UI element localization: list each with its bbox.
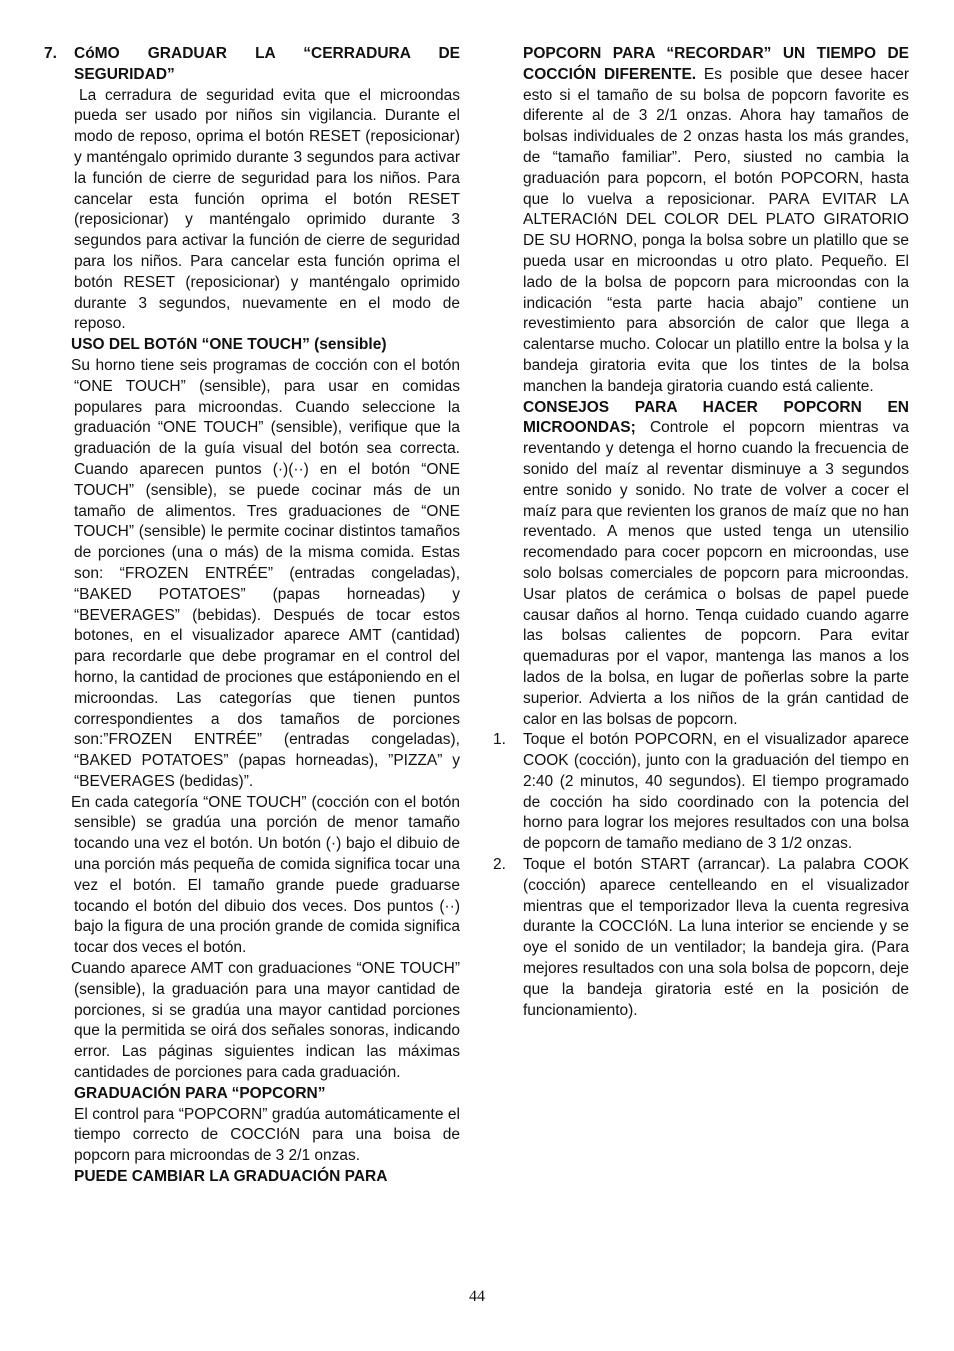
- step-item: [493, 730, 909, 855]
- safety-lock-paragraph: La cerradura de seguridad evita que el microondas pueda ser usado por niños sin vigilancia. Durante el modo de reposo, oprima el botón RESET (reposicionar) y manténgalo oprimido durante 3 segundos para activar la función de cierre de seguridad para los niños. Para cancelar esta función oprima el botón RESET (reposicionar) y manténgalo oprimido durante 3 segundos para activar la función de cierre de seguridad para los niños. Para cancelar esta función oprima el botón RESET (reposicionar) y manténgalo oprimido durante 3 segundos, nuevamente en el modo de reposo.: [74, 86, 460, 333]
- tips-text: Controle el popcorn mientras va reventando y detenga el horno cuando la frecuencia de sonido del maíz al reventar disminuye a 3 segundos entre sonido y sonido. No trate de volver a cocer el maíz para que revienten los granos de maíz que no han reventado. A menos que usted tenga un utensilio recomendado para cocer popcorn en microondas, use solo bolsas comerciales de popcorn para microondas. Usar platos de cerámica o bolsas de papel puede causar daños al horno. Tenqa cuidado cuando agarre las bolsas calientes de popcorn. Para evitar quemaduras por el vapor, mantenga las manos a los lados de la bolsa, en lugar de poñerlas sobre la parte superior. Advierta a los niños de la grán cantidad de calor en las bolsas de popcorn.: [523, 419, 910, 728]
- section-7-heading: [44, 44, 460, 86]
- right-column: [493, 44, 909, 1021]
- step-number: 1.: [493, 731, 506, 749]
- change-setting-heading-end: POPCORN PARA “RECORDAR” UN TIEMPO DE COCCIÓN DIFERENTE.: [523, 45, 909, 83]
- section-number: 7.: [44, 45, 57, 62]
- step-text: Toque el botón POPCORN, en el visualizador aparece COOK (cocción), junto con la graduación del tiempo en 2:40 (2 minutos, 40 segundos). El tiempo programado de cocción ha sido coordinado con la potencia del horno para lograr los mejores resultados con una bolsa de popcorn de tamaño mediano de 3 1/2 onzas.: [523, 731, 909, 853]
- left-column: [44, 44, 460, 1188]
- change-setting-heading-start: PUEDE CAMBIAR LA GRADUACIÓN PARA: [74, 1168, 388, 1186]
- step-text: Toque el botón START (arrancar). La palabra COOK (cocción) aparece centelleando en el visualizador mientras que el temporizador lleva la cuenta regresiva durante la COCCIóN. La luna interior se enciende y se oye el sonido de un ventilador; la bandeja gira. (Para mejores resultados con una sola bolsa de popcorn, deje que la bandeja giratoria esté en la posición de funcionamiento).: [523, 856, 909, 1019]
- one-touch-paragraph-1: Su horno tiene seis programas de cocción con el botón “ONE TOUCH” (sensible), para usar en comidas populares para microondas. Cuando seleccione la graduación “ONE TOUCH” (sensible), verifique que la graduación de la guía visual del botón sea correcta. Cuando aparecen puntos (·)(··) en el botón “ONE TOUCH” (sensible), se puede cocinar más de un tamaño de alimentos. Tres graduaciones de “ONE TOUCH” (sensible) le permite cocinar distintos tamaños de porciones (una o más) de la misma comida. Estas son: “FROZEN ENTRÉE” (entradas congeladas), “BAKED POTATOES” (papas horneadas) y “BEVERAGES” (bebidas). Después de tocar estos botones, en el visualizador aparece AMT (cantidad) para recordarle que debe programar en el control del horno, la cantidad de prociones que estáponiendo en el microondas. Las categorías que tienen puntos correspondientes a dos tamaños de porciones son:”FROZEN ENTRÉE” (entradas congeladas), “BAKED POTATOES” (papas horneadas), ”PIZZA” y “BEVERAGES (bedidas)”.: [71, 356, 460, 790]
- change-setting-text: Es posible que desee hacer esto si el tamaño de su bolsa de popcorn favorite es diferente al de 3 2/1 onzas. Ahora hay tamaños de bolsas individuales de 2 onzas hasta los más grandes, de “tamaño familiar”. Pero, siusted no cambia la graduación para popcorn, el botón POPCORN, hasta que lo vuelva a reposicionar. PARA EVITAR LA ALTERACIóN DEL COLOR DEL PLATO GIRATORIO DE SU HORNO, ponga la bolsa sobre un platillo que se pueda usar en microondas u otro plato. Pequeño. El lado de la bolsa de popcorn para microondas con la indicación “esta parte hacia abajo” contiene un revestimiento para absorción de calor que llega a calentarse mucho. Colocar un platillo entre la bolsa y la bandeja giratoria evita que los tintes de la bolsa manchen la bandeja giratoria cuando está caliente.: [523, 65, 909, 395]
- page-number: 44: [469, 1288, 485, 1305]
- popcorn-paragraph: El control para “POPCORN” gradúa automáticamente el tiempo correcto de COCCIóN para una boisa de popcorn para microondas de 3 2/1 onzas.: [74, 1105, 460, 1165]
- tips-heading: CONSEJOS PARA HACER POPCORN EN MICROONDAS;: [523, 398, 909, 437]
- tips-paragraph: [493, 398, 909, 731]
- step-number: 2.: [493, 856, 506, 874]
- one-touch-paragraph-2: En cada categoría “ONE TOUCH” (cocción con el botón sensible) se gradúa una porción de menor tamaño tocando una vez el botón. Un botón (·) bajo el dibuio de una porción más pequeña de comida significa tocar una vez el botón. El tamaño grande puede graduarse tocando el botón del dibuio dos veces. Dos puntos (··) bajo la figura de una proción grande de comida significa tocar dos veces el botón.: [71, 793, 460, 957]
- popcorn-heading: GRADUACIÓN PARA “POPCORN”: [74, 1084, 326, 1102]
- change-setting-paragraph: [493, 44, 909, 398]
- one-touch-heading: USO DEL BOTóN “ONE TOUCH” (sensible): [71, 336, 387, 354]
- section-title: CóMO GRADUAR LA “CERRADURA DE SEGURIDAD”: [74, 45, 460, 83]
- step-item: [493, 855, 909, 1021]
- one-touch-paragraph-3: Cuando aparece AMT con graduaciones “ONE TOUCH” (sensible), la graduación para una mayor cantidad de porciones, si se gradúa una mayor cantidad porciones que la permitida se oirá dos señales sonoras, indicando error. Las páginas siguientes indican las máximas cantidades de porciones para cada graduación.: [71, 960, 460, 1082]
